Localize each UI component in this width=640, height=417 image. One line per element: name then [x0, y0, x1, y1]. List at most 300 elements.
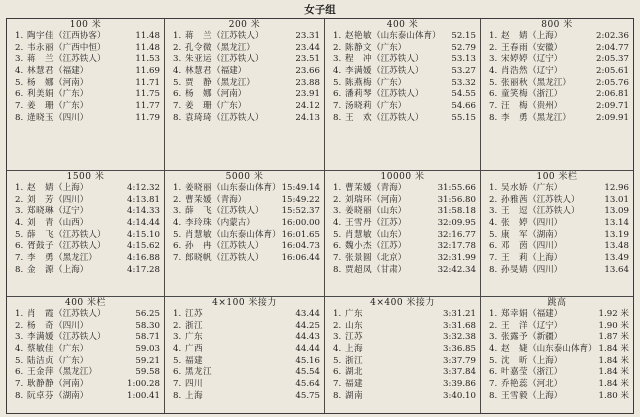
result-row [15, 206, 160, 218]
result-value: 2:06.81 [596, 89, 629, 100]
athlete-name: 杨 娜 [27, 77, 54, 88]
athlete-name: 林慧君 [185, 66, 212, 77]
rank-number: 7. [489, 101, 498, 112]
athlete-name: 刘 青 [27, 218, 54, 229]
rank-number: 8. [173, 390, 182, 401]
rank-number: 6. [489, 89, 498, 100]
event-block-200m [165, 19, 325, 171]
athlete-name: 陈静文 [345, 42, 372, 53]
team-name: （广东） [211, 101, 247, 112]
result-value: 31:55.66 [437, 183, 476, 193]
team-name: （江苏铁人） [371, 112, 424, 123]
result-row [489, 367, 629, 379]
rank-number: 7. [489, 253, 498, 264]
team-name: （福建） [211, 66, 247, 77]
athlete-name: 孙 冉 [185, 241, 212, 252]
result-row [489, 321, 629, 333]
rank-number: 3. [489, 332, 498, 343]
result-value: 23.51 [295, 54, 320, 65]
result-value: 3:40.10 [443, 390, 476, 401]
team-name: （贵州） [527, 101, 563, 112]
result-row [173, 195, 320, 207]
athlete-name: 曹茉媛 [185, 194, 212, 205]
team-name: （江苏铁人） [211, 54, 264, 65]
team-name: （广东） [53, 101, 89, 112]
athlete-name: 王雪丹 [345, 218, 372, 229]
result-row [173, 230, 320, 242]
result-value: 44.44 [295, 344, 320, 355]
result-row [333, 31, 476, 43]
team-name: （江苏铁人） [371, 89, 424, 100]
result-value: 44.43 [295, 332, 320, 343]
result-value: 23.66 [295, 66, 320, 77]
result-row [15, 332, 160, 344]
result-row [173, 89, 320, 101]
team-name: （河南） [211, 89, 247, 100]
athlete-name: 童笑梅 [501, 89, 528, 100]
result-value: 11.71 [135, 77, 160, 88]
result-row [173, 78, 320, 90]
result-row [489, 183, 629, 195]
rank-number: 2. [15, 42, 24, 53]
result-value: 3:39.86 [443, 379, 476, 390]
result-row [173, 43, 320, 55]
rank-number: 7. [15, 101, 24, 112]
team-name: （新疆） [527, 332, 563, 343]
athlete-name: 李 勇 [501, 112, 528, 123]
athlete-name: 贾 静 [185, 77, 212, 88]
result-value: 54.66 [451, 101, 476, 112]
result-value: 15:49.14 [281, 183, 320, 193]
athlete-name: 江苏 [345, 332, 363, 343]
result-value: 3:36.85 [443, 344, 476, 355]
result-value: 58.30 [135, 320, 160, 331]
athlete-name: 袁琦琦 [185, 112, 212, 123]
athlete-name: 福建 [185, 355, 203, 366]
event-title: 100 米 [69, 20, 102, 30]
result-row [15, 309, 160, 321]
rank-number: 8. [489, 112, 498, 123]
athlete-name: 浙江 [345, 355, 363, 366]
result-value: 53.27 [451, 66, 476, 77]
team-name: （湖南） [527, 229, 563, 240]
athlete-name: 上海 [185, 390, 203, 401]
rank-number: 5. [489, 355, 498, 366]
team-name: （上海） [527, 253, 563, 264]
result-value: 59.03 [135, 344, 160, 355]
result-value: 23.88 [295, 77, 320, 88]
rank-number: 4. [15, 344, 24, 355]
rank-number: 4. [15, 218, 24, 229]
result-row [173, 101, 320, 113]
result-row [333, 54, 476, 66]
result-row [173, 332, 320, 344]
rank-number: 5. [333, 229, 342, 240]
result-row [15, 344, 160, 356]
team-name: （江苏铁人） [527, 194, 580, 205]
rank-number: 6. [489, 367, 498, 378]
rank-number: 3. [15, 54, 24, 65]
result-row [173, 113, 320, 125]
result-row [333, 367, 476, 379]
result-value: 13.01 [604, 194, 629, 205]
event-block-5000m [165, 171, 325, 297]
team-name: （青海） [371, 183, 407, 193]
rank-number: 1. [333, 183, 342, 193]
result-value: 2:05.61 [596, 66, 629, 77]
rank-number: 3. [15, 332, 24, 343]
event-title: 200 米 [228, 20, 261, 30]
team-name: （四川） [527, 241, 563, 252]
result-value: 44.25 [295, 320, 320, 331]
team-name: （江苏铁人） [53, 54, 106, 65]
athlete-name: 肖慧敏 [345, 229, 372, 240]
rank-number: 1. [173, 309, 182, 319]
team-name: （甘肃） [371, 264, 407, 275]
athlete-name: 杨 娜 [185, 89, 212, 100]
result-value: 1.84 米 [598, 344, 629, 355]
team-name: （四川） [53, 194, 89, 205]
athlete-name: 贾超凤 [345, 264, 372, 275]
result-row [15, 43, 160, 55]
team-name: （上海） [527, 31, 563, 41]
rank-number: 1. [333, 31, 342, 41]
result-row [333, 183, 476, 195]
rank-number: 3. [173, 206, 182, 217]
team-name: （广西中恒） [53, 42, 106, 53]
rank-number: 3. [333, 206, 342, 217]
rank-number: 1. [489, 183, 498, 193]
athlete-name: 杨 奇 [27, 320, 54, 331]
team-name: （江苏铁人） [527, 206, 580, 217]
team-name: （广东） [53, 89, 89, 100]
rank-number: 2. [489, 320, 498, 331]
athlete-name: 肖浩然 [501, 66, 528, 77]
team-name: （山东泰山体育） [527, 344, 597, 355]
results-page [6, 2, 634, 415]
athlete-name: 四川 [185, 379, 203, 390]
athlete-name: 宋婷婷 [501, 54, 528, 65]
result-value: 23.44 [295, 42, 320, 53]
result-value: 2:04.77 [596, 42, 629, 53]
result-value: 32:16.77 [437, 229, 476, 240]
result-row [333, 356, 476, 368]
rank-number: 4. [333, 66, 342, 77]
team-name: （江苏） [371, 218, 407, 229]
result-value: 13.14 [604, 218, 629, 229]
athlete-name: 姜晓丽 [345, 206, 372, 217]
result-row [333, 265, 476, 277]
result-value: 59.21 [135, 355, 160, 366]
result-row [333, 101, 476, 113]
event-block-4x400-relay [325, 297, 481, 413]
rank-number: 1. [173, 31, 182, 41]
athlete-name: 郑晓琳 [27, 206, 54, 217]
result-row [173, 66, 320, 78]
result-value: 59.58 [135, 367, 160, 378]
event-title: 4×400 米接力 [370, 298, 435, 308]
athlete-name: 沈 昕 [501, 355, 528, 366]
rank-number: 7. [173, 253, 182, 264]
rank-number: 7. [333, 101, 342, 112]
team-name: （黑龙江） [527, 77, 571, 88]
rank-number: 4. [173, 218, 182, 229]
team-name: （江苏） [371, 241, 407, 252]
result-row [15, 101, 160, 113]
rank-number: 4. [173, 66, 182, 77]
team-name: （广东） [371, 101, 407, 112]
result-value: 45.75 [295, 390, 320, 401]
athlete-name: 曹茉媛 [345, 183, 372, 193]
athlete-name: 广东 [345, 309, 363, 319]
result-value: 12.96 [604, 183, 629, 193]
athlete-name: 张露予 [501, 332, 528, 343]
rank-number: 5. [15, 229, 24, 240]
result-row [15, 391, 160, 403]
rank-number: 1. [173, 183, 182, 193]
result-row [333, 89, 476, 101]
athlete-name: 阮卓芬 [27, 390, 54, 401]
rank-number: 8. [489, 264, 498, 275]
rank-number: 2. [333, 194, 342, 205]
result-value: 1.84 米 [598, 379, 629, 390]
result-row [15, 78, 160, 90]
result-row [489, 101, 629, 113]
rank-number: 5. [15, 77, 24, 88]
result-row [489, 206, 629, 218]
athlete-name: 逄晓玉 [27, 112, 54, 123]
rank-number: 6. [173, 241, 182, 252]
rank-number: 6. [173, 367, 182, 378]
rank-number: 7. [333, 253, 342, 264]
athlete-name: 魏小杰 [345, 241, 372, 252]
result-row [489, 113, 629, 125]
result-row [489, 391, 629, 403]
team-name: （黑龙江） [53, 253, 97, 264]
athlete-name: 陶宇佳 [27, 31, 54, 41]
result-value: 4:12.32 [127, 183, 160, 193]
result-value: 4:15.62 [127, 241, 160, 252]
result-list [481, 183, 633, 277]
rank-number: 6. [173, 89, 182, 100]
result-value: 2:05.76 [596, 77, 629, 88]
result-row [15, 54, 160, 66]
team-name: （山东） [371, 206, 407, 217]
athlete-name: 邓 茵 [501, 241, 528, 252]
result-row [15, 379, 160, 391]
rank-number: 2. [173, 194, 182, 205]
event-title: 4×100 米接力 [212, 298, 277, 308]
result-value: 45.64 [295, 379, 320, 390]
result-row [489, 66, 629, 78]
rank-number: 5. [489, 77, 498, 88]
result-value: 11.75 [135, 89, 160, 100]
rank-number: 2. [489, 42, 498, 53]
rank-number: 5. [173, 355, 182, 366]
result-row [489, 332, 629, 344]
result-value: 23.91 [295, 89, 320, 100]
athlete-name: 上海 [345, 344, 363, 355]
result-row [173, 241, 320, 253]
result-list [325, 31, 480, 125]
result-row [173, 321, 320, 333]
result-value: 1.90 米 [598, 320, 629, 331]
team-name: （河南） [53, 77, 89, 88]
result-value: 2:09.71 [596, 101, 629, 112]
athlete-name: 郑幸娟 [501, 309, 528, 319]
team-name: （上海） [527, 390, 563, 401]
team-name: （黑龙江） [211, 77, 255, 88]
result-row [173, 218, 320, 230]
rank-number: 5. [173, 229, 182, 240]
rank-number: 8. [15, 112, 24, 123]
athlete-name: 蒋 兰 [27, 54, 54, 65]
result-row [333, 241, 476, 253]
result-value: 45.16 [295, 355, 320, 366]
result-value: 4:17.28 [127, 264, 160, 275]
rank-number: 5. [333, 77, 342, 88]
result-value: 3:32.38 [443, 332, 476, 343]
athlete-name: 陈燕梅 [345, 77, 372, 88]
team-name: （山东泰山体育） [371, 31, 441, 41]
result-value: 31:56.80 [437, 194, 476, 205]
athlete-name: 肖慧敏 [185, 229, 212, 240]
rank-number: 7. [173, 101, 182, 112]
rank-number: 2. [15, 194, 24, 205]
rank-number: 2. [333, 320, 342, 331]
team-name: （黑龙江） [211, 42, 255, 53]
rank-number: 6. [15, 367, 24, 378]
result-row [173, 31, 320, 43]
rank-number: 5. [173, 77, 182, 88]
athlete-name: 赵 婕 [501, 344, 528, 355]
athlete-name: 康 军 [501, 229, 528, 240]
team-name: （山东泰山体育） [211, 183, 281, 193]
result-value: 54.55 [451, 89, 476, 100]
athlete-name: 韦永丽 [27, 42, 54, 53]
result-value: 11.53 [135, 54, 160, 65]
team-name: （辽宁） [53, 206, 89, 217]
result-row [489, 265, 629, 277]
athlete-name: 孙雅茜 [501, 194, 528, 205]
rank-number: 6. [333, 241, 342, 252]
team-name: （江苏铁人） [53, 229, 106, 240]
result-value: 4:16.88 [127, 253, 160, 264]
rank-number: 6. [489, 241, 498, 252]
team-name: （江苏铁人） [211, 112, 264, 123]
athlete-name: 金 源 [27, 264, 54, 275]
rank-number: 4. [489, 344, 498, 355]
result-value: 53.13 [451, 54, 476, 65]
rank-number: 3. [333, 54, 342, 65]
athlete-name: 赵艳敏 [345, 31, 372, 41]
result-row [333, 113, 476, 125]
team-name: （广东） [53, 355, 89, 366]
result-value: 3:31.68 [443, 320, 476, 331]
rank-number: 1. [15, 183, 24, 193]
result-row [333, 321, 476, 333]
athlete-name: 王 逗 [501, 206, 528, 217]
event-title: 800 米 [541, 20, 573, 30]
rank-number: 7. [489, 379, 498, 390]
result-list [481, 309, 633, 403]
rank-number: 6. [15, 89, 24, 100]
result-value: 52.15 [451, 31, 476, 41]
result-value: 13.09 [604, 206, 629, 217]
athlete-name: 汪 梅 [501, 101, 528, 112]
result-row [333, 206, 476, 218]
rank-number: 5. [333, 355, 342, 366]
team-name: （江西协客） [53, 31, 106, 41]
event-block-100m-hurdles [481, 171, 633, 297]
rank-number: 6. [333, 89, 342, 100]
result-list [165, 183, 324, 265]
result-row [489, 241, 629, 253]
result-row [15, 367, 160, 379]
team-name: （广东） [527, 183, 563, 193]
result-row [173, 309, 320, 321]
rank-number: 3. [173, 54, 182, 65]
event-block-800m [481, 19, 633, 171]
event-title: 400 米 [386, 20, 419, 30]
athlete-name: 张丽秋 [501, 77, 528, 88]
rank-number: 3. [489, 206, 498, 217]
rank-number: 5. [15, 355, 24, 366]
result-value: 4:15.10 [127, 229, 160, 240]
rank-number: 3. [15, 206, 24, 217]
result-row [173, 253, 320, 265]
rank-number: 6. [15, 241, 24, 252]
result-row [333, 195, 476, 207]
result-row [173, 344, 320, 356]
team-name: （江苏铁人） [211, 31, 264, 41]
rank-number: 7. [173, 379, 182, 390]
team-name: （江苏铁人） [211, 241, 264, 252]
result-value: 55.15 [451, 112, 476, 123]
result-row [333, 78, 476, 90]
result-value: 16:01.65 [281, 229, 320, 240]
team-name: （黑龙江） [53, 367, 97, 378]
result-value: 1.80 米 [598, 390, 629, 401]
rank-number: 2. [333, 42, 342, 53]
result-row [489, 54, 629, 66]
event-block-1500m [7, 171, 165, 297]
athlete-name: 耿静静 [27, 379, 54, 390]
result-row [15, 356, 160, 368]
result-value: 15:49.22 [281, 194, 320, 205]
result-list [325, 183, 480, 277]
rank-number: 2. [489, 194, 498, 205]
result-value: 31:58.18 [437, 206, 476, 217]
result-row [15, 89, 160, 101]
rank-number: 8. [333, 264, 342, 275]
team-name: （湖南） [53, 390, 89, 401]
result-row [15, 195, 160, 207]
team-name: （上海） [53, 264, 89, 275]
team-name: （安徽） [527, 42, 563, 53]
athlete-name: 广东 [185, 332, 203, 343]
athlete-name: 朱亚运 [185, 54, 212, 65]
athlete-name: 江苏 [185, 309, 203, 319]
event-block-4x100-relay [165, 297, 325, 413]
athlete-name: 薛 飞 [185, 206, 212, 217]
result-row [489, 356, 629, 368]
result-row [15, 218, 160, 230]
athlete-name: 李满媛 [27, 332, 54, 343]
team-name: （四川） [527, 264, 563, 275]
result-row [173, 206, 320, 218]
athlete-name: 黑龙江 [185, 367, 212, 378]
